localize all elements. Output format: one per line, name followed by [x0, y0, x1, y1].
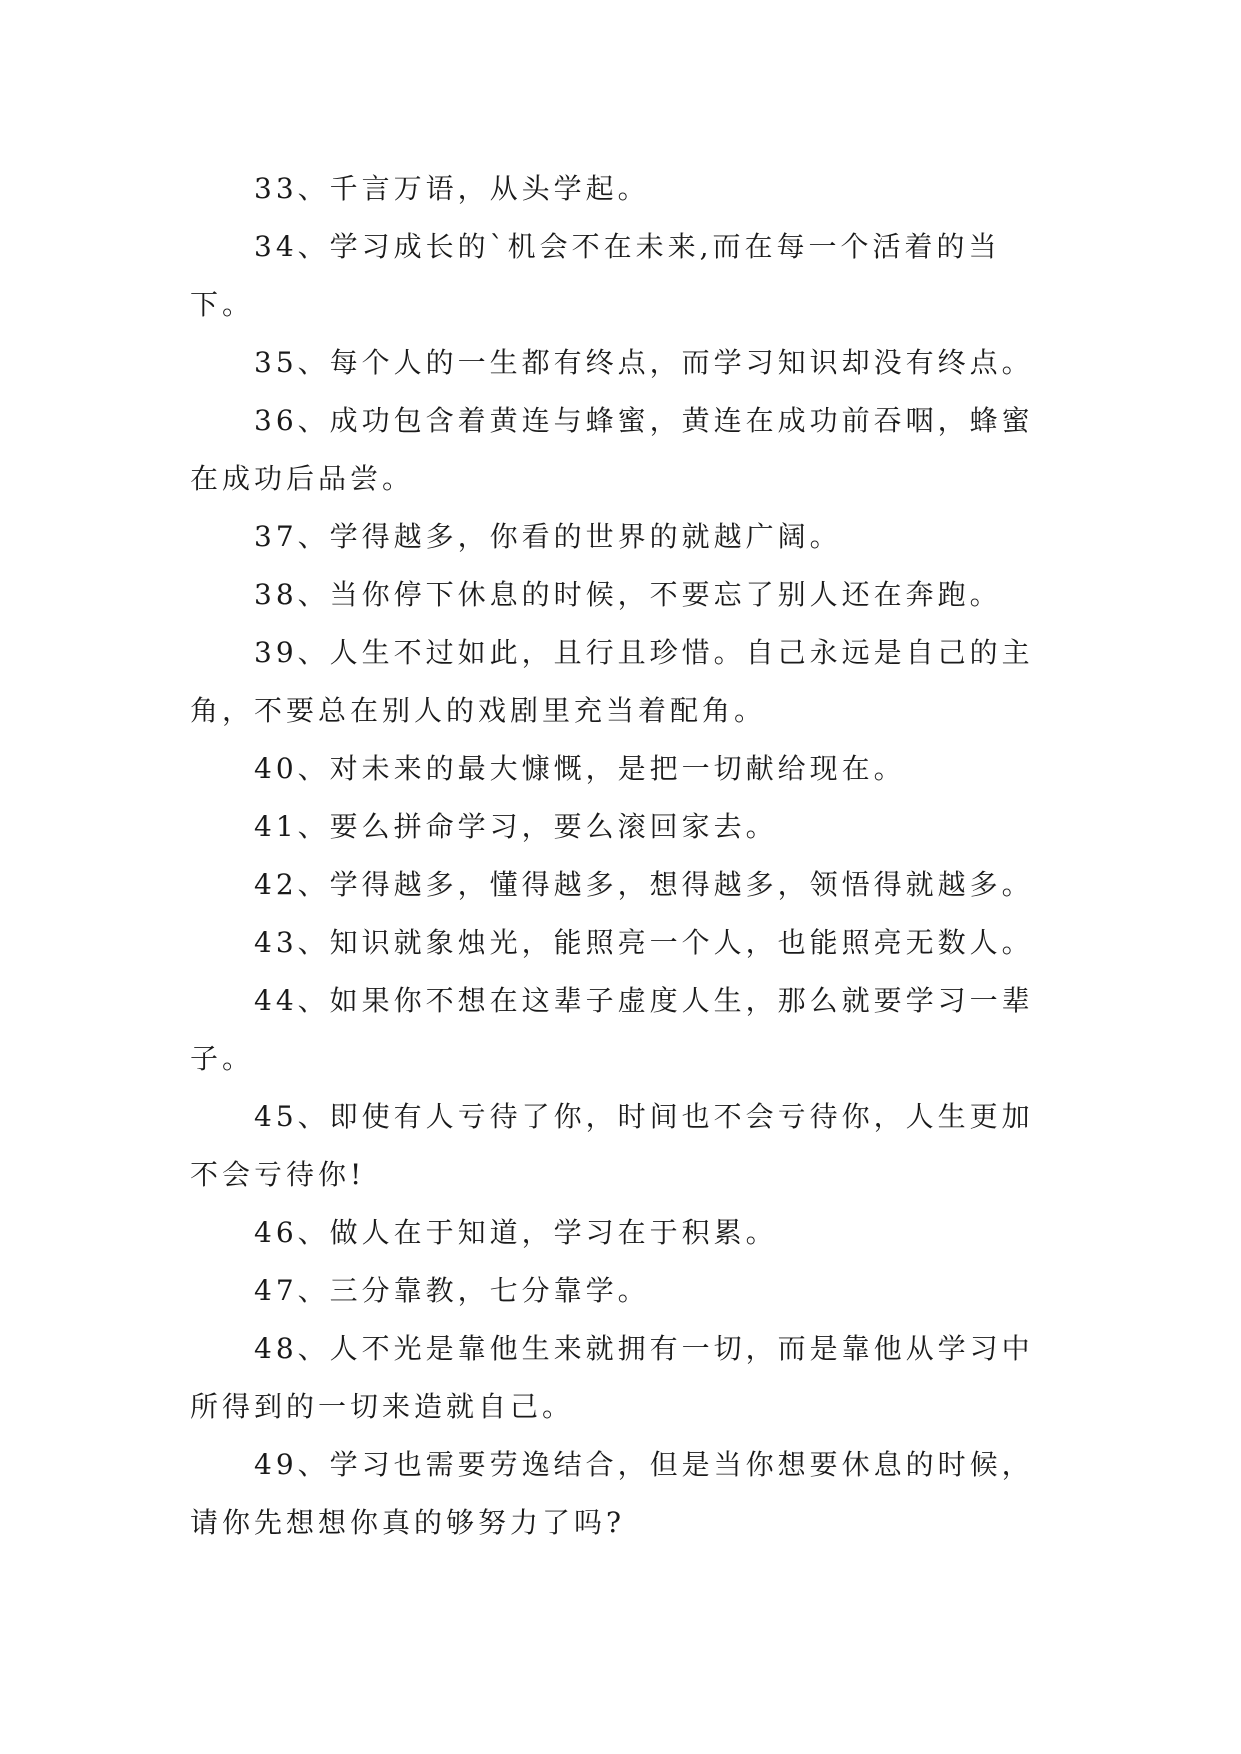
quote-39: 39、人生不过如此，且行且珍惜。自己永远是自己的主角，不要总在别人的戏剧里充当着配角。	[190, 636, 1034, 727]
quote-38: 38、当你停下休息的时候，不要忘了别人还在奔跑。	[254, 578, 1002, 611]
quote-49: 49、学习也需要劳逸结合，但是当你想要休息的时候，请你先想想你真的够努力了吗?	[190, 1448, 1034, 1539]
quote-36: 36、成功包含着黄连与蜂蜜，黄连在成功前吞咽，蜂蜜在成功后品尝。	[190, 404, 1034, 495]
quote-47: 47、三分靠教，七分靠学。	[254, 1274, 650, 1307]
quote-42: 42、学得越多，懂得越多，想得越多，领悟得就越多。	[254, 868, 1034, 901]
quote-46: 46、做人在于知道，学习在于积累。	[254, 1216, 778, 1249]
quote-34: 34、学习成长的`机会不在未来,而在每一个活着的当下。	[190, 230, 1001, 321]
quote-list	[190, 160, 1050, 1552]
quote-40: 40、对未来的最大慷慨，是把一切献给现在。	[254, 752, 906, 785]
quote-44: 44、如果你不想在这辈子虚度人生，那么就要学习一辈子。	[190, 984, 1034, 1075]
quote-33: 33、千言万语，从头学起。	[254, 172, 650, 205]
quote-48: 48、人不光是靠他生来就拥有一切，而是靠他从学习中所得到的一切来造就自己。	[190, 1332, 1034, 1423]
quote-35: 35、每个人的一生都有终点，而学习知识却没有终点。	[254, 346, 1034, 379]
quote-43: 43、知识就象烛光，能照亮一个人，也能照亮无数人。	[254, 926, 1034, 959]
quote-45: 45、即使有人亏待了你，时间也不会亏待你，人生更加不会亏待你!	[190, 1100, 1034, 1191]
quote-37: 37、学得越多，你看的世界的就越广阔。	[254, 520, 842, 553]
quote-41: 41、要么拼命学习，要么滚回家去。	[254, 810, 778, 843]
